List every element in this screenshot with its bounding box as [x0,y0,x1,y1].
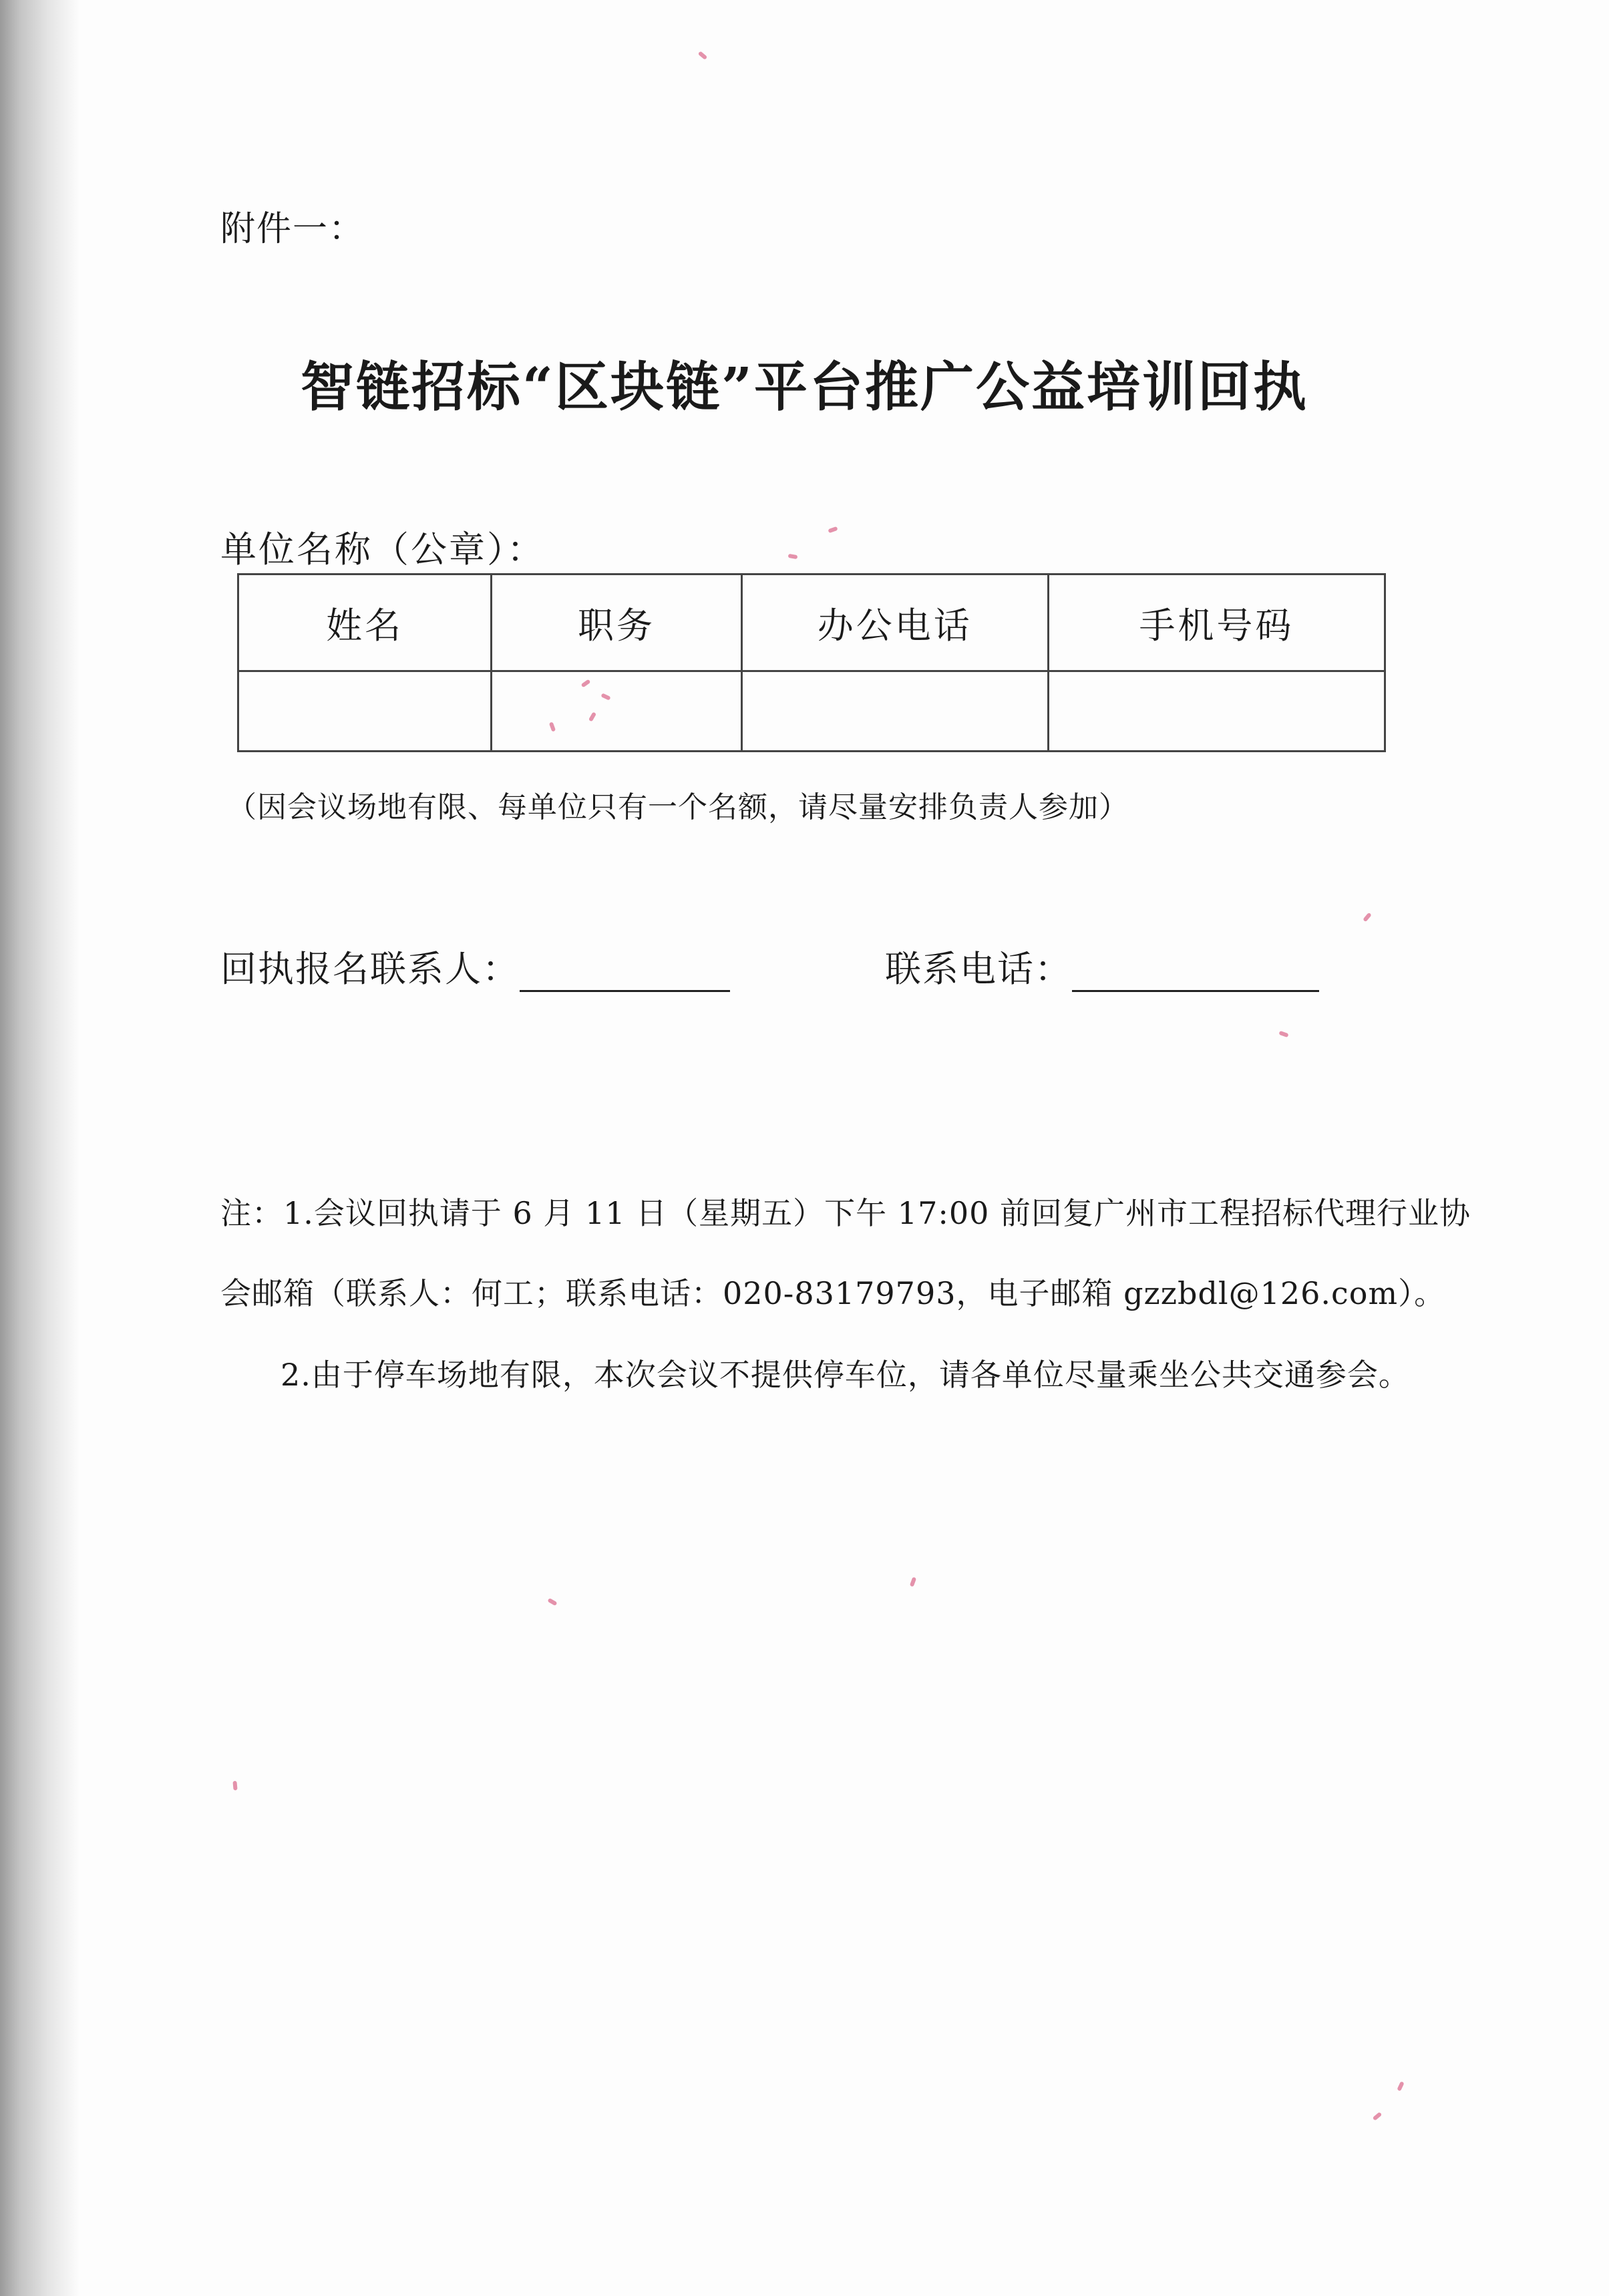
stamp-speck [828,526,838,533]
table-note: （因会议场地有限、每单位只有一个名额，请尽量安排负责人参加） [227,790,1129,824]
document-title: 智链招标“区块链”平台推广公益培训回执 [300,355,1309,418]
header-office-phone: 办公电话 [741,575,1048,671]
stamp-speck [788,554,798,559]
stamp-speck [547,1598,557,1606]
stamp-speck [910,1577,916,1587]
stamp-speck [1363,913,1372,923]
office-phone-cell[interactable] [741,671,1048,752]
contact-phone-row [885,941,1319,992]
contact-phone-blank[interactable] [1072,990,1319,992]
unit-name-label: 单位名称（公章）： [220,528,545,570]
note-1: 注：1.会议回执请于 6 月 11 日（星期五）下午 17:00 前回复广州市工程招标代理行业协 [220,1195,1471,1231]
contact-person-row [220,941,730,992]
header-mobile: 手机号码 [1048,575,1385,671]
contact-phone-label: 联系电话： [885,948,1072,990]
attachment-label: 附件一： [220,209,365,249]
note-2: 2.由于停车场地有限，本次会议不提供停车位，请各单位尽量乘坐公共交通参会。 [281,1357,1410,1393]
table-header-row [238,575,1385,671]
stamp-speck [1397,2081,1404,2091]
table-row [238,671,1385,752]
position-cell[interactable] [492,671,741,752]
stamp-speck [232,1781,237,1790]
mobile-cell[interactable] [1048,671,1385,752]
header-name: 姓名 [238,575,492,671]
stamp-speck [1373,2112,1383,2121]
stamp-speck [1278,1031,1288,1037]
contact-person-label: 回执报名联系人： [220,948,520,990]
registration-table [237,573,1386,752]
note-1-continued: 会邮箱（联系人：何工；联系电话：020-83179793，电子邮箱 gzzbdl@126.com）。 [220,1275,1446,1311]
contact-person-blank[interactable] [520,990,730,992]
name-cell[interactable] [238,671,492,752]
header-position: 职务 [492,575,741,671]
stamp-speck [698,51,708,60]
